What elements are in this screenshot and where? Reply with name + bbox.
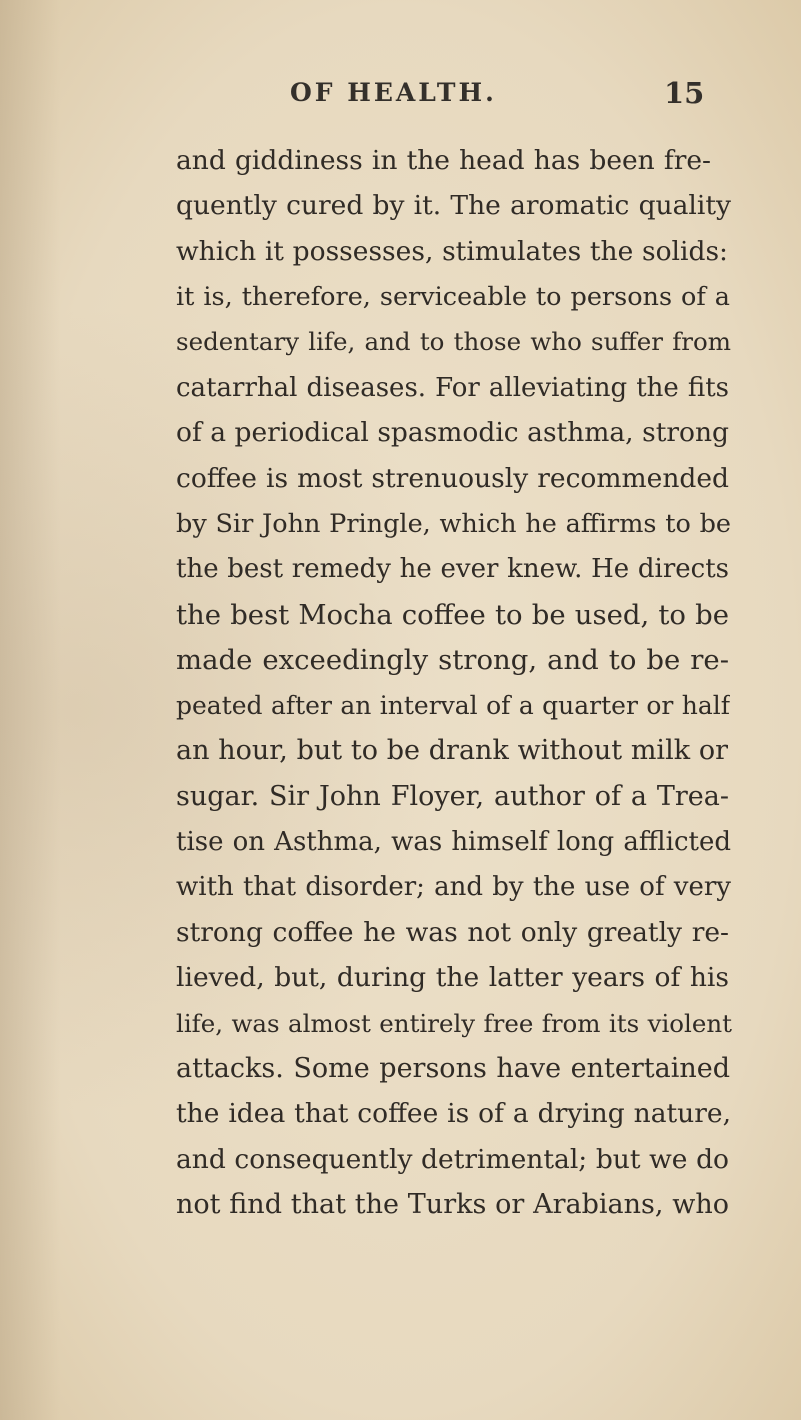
page-gutter-shadow [0,0,60,1420]
text-line: by Sir John Pringle, which he affirms to be [176,509,731,539]
text-line: of a periodical spasmodic asthma, strong [176,417,729,448]
text-line: the idea that coffee is of a drying nature, [176,1098,731,1129]
text-line: and giddiness in the head has been fre- [176,145,711,176]
text-line: attacks. Some persons have entertained [176,1053,730,1084]
text-line: not find that the Turks or Arabians, who [176,1189,729,1220]
page-number: 15 [664,76,705,110]
text-line: life, was almost entirely free from its violent [176,1009,732,1038]
text-line: catarrhal diseases. For alleviating the fits [176,373,729,403]
text-line: sugar. Sir John Floyer, author of a Trea- [176,781,729,812]
text-line: coffee is most strenuously recommended [176,463,729,494]
text-line: tise on Asthma, was himself long afflicted [176,827,731,857]
text-line: quently cured by it. The aromatic quality [176,190,731,221]
text-line: lieved, but, during the latter years of his [176,962,729,993]
running-head [0,78,801,118]
text-line: peated after an interval of a quarter or half [176,691,730,720]
text-line: it is, therefore, serviceable to persons of a [176,282,730,312]
text-line: an hour, but to be drank without milk or [176,735,728,766]
text-line: the best remedy he ever knew. He directs [176,554,729,584]
text-line: and consequently detrimental; but we do [176,1144,729,1175]
text-line: strong coffee he was not only greatly re- [176,917,729,948]
text-line: the best Mocha coffee to be used, to be [176,599,729,631]
text-line: which it possesses, stimulates the solids: [176,236,728,267]
text-line: sedentary life, and to those who suffer from [176,327,731,356]
running-head-title: OF HEALTH. [290,78,497,107]
text-line: with that disorder; and by the use of very [176,872,731,902]
text-line: made exceedingly strong, and to be re- [176,644,729,676]
